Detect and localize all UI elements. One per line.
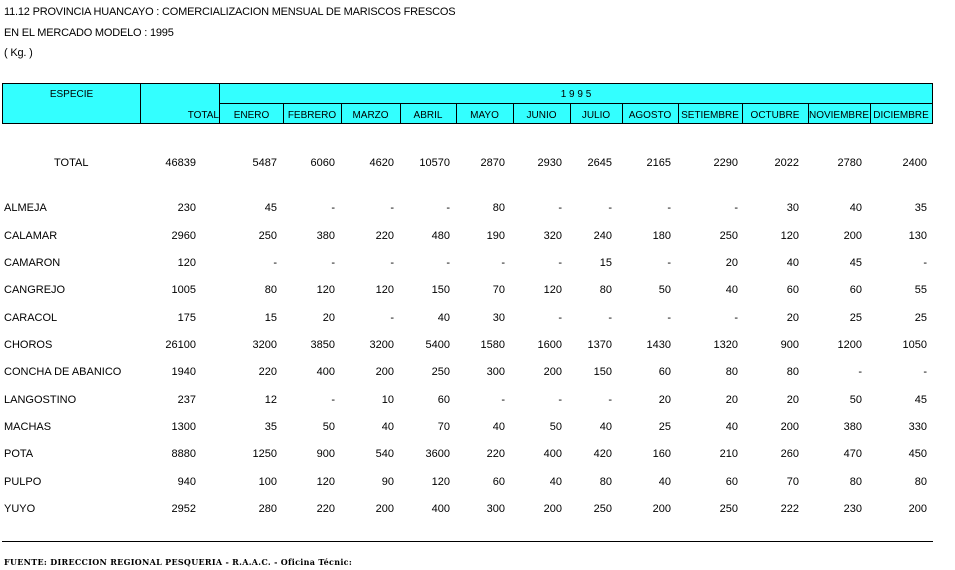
row-value: 20 [658,394,671,406]
row-value: 2290 [713,157,738,169]
row-name: YUYO [4,503,36,515]
row-value: 80 [725,366,738,378]
row-value: 2952 [171,503,196,515]
row-value: 50 [549,421,562,433]
row-name: PULPO [4,476,42,488]
row-value: 230 [843,503,862,515]
row-value: 900 [780,339,799,351]
row-value: 80 [492,202,505,214]
header-month-setiembre: SETIEMBRE [681,110,739,121]
row-value: 80 [914,476,927,488]
row-value: 5487 [252,157,277,169]
row-value: 46839 [165,157,196,169]
row-value: 200 [780,421,799,433]
table-row [0,230,955,244]
row-value: 150 [431,284,450,296]
row-value: 200 [543,503,562,515]
table-row [0,284,955,298]
row-value: 70 [437,421,450,433]
row-name: CHOROS [4,339,53,351]
row-value: 420 [593,448,612,460]
row-value: 2960 [171,230,196,242]
page-title: 11.12 PROVINCIA HUANCAYO : COMERCIALIZACION MENSUAL DE MARISCOS FRESCOS [4,6,456,18]
row-value: 15 [264,312,277,324]
row-value: 250 [719,230,738,242]
header-month-octubre: OCTUBRE [750,110,800,121]
row-value: 120 [780,230,799,242]
table-row [0,366,955,380]
row-value: 1940 [171,366,196,378]
row-value: 30 [786,202,799,214]
header-month-abril: ABRIL [413,110,443,121]
row-value: - [667,312,671,324]
row-value: 60 [849,284,862,296]
row-value: 120 [431,476,450,488]
row-value: - [446,257,450,269]
row-value: 1600 [537,339,562,351]
row-value: 180 [652,230,671,242]
row-value: 55 [914,284,927,296]
row-value: 2870 [480,157,505,169]
row-value: 400 [316,366,335,378]
row-value: 1300 [171,421,196,433]
row-value: 120 [316,476,335,488]
row-value: 40 [849,202,862,214]
table-row [0,394,955,408]
row-value: 120 [177,257,196,269]
row-value: - [667,202,671,214]
row-value: - [558,312,562,324]
row-value: 120 [543,284,562,296]
row-value: 100 [258,476,277,488]
row-value: 60 [492,476,505,488]
header-month-agosto: AGOSTO [628,110,672,121]
header-divider [219,103,932,104]
row-value: - [858,366,862,378]
row-value: 120 [375,284,394,296]
row-value: 220 [316,503,335,515]
table-row [0,202,955,216]
header-month-mayo: MAYO [470,110,499,121]
row-value: 1430 [646,339,671,351]
row-value: 1050 [902,339,927,351]
row-value: 1580 [480,339,505,351]
row-name: CARACOL [4,312,58,324]
table-row [0,476,955,490]
row-value: 50 [849,394,862,406]
row-value: 175 [177,312,196,324]
row-value: 40 [437,312,450,324]
row-value: 1320 [713,339,738,351]
row-value: 60 [658,366,671,378]
header-especie: ESPECIE [49,89,94,100]
row-value: 20 [725,257,738,269]
row-value: 1005 [171,284,196,296]
row-value: 230 [177,202,196,214]
row-value: 200 [375,366,394,378]
row-value: - [608,202,612,214]
row-value: 5400 [425,339,450,351]
row-value: 200 [908,503,927,515]
table-row [0,312,955,326]
row-value: 300 [486,503,505,515]
header-month-febrero: FEBRERO [287,110,337,121]
row-value: - [390,257,394,269]
row-value: 220 [375,230,394,242]
row-value: 940 [177,476,196,488]
source-note: FUENTE: DIRECCION REGIONAL PESQUERIA - R.A.A.C. - Oficina Técnic: [4,557,353,567]
row-value: - [273,257,277,269]
table-row [0,421,955,435]
row-name: POTA [4,448,34,460]
row-value: 130 [908,230,927,242]
header-month-junio: JUNIO [526,110,557,121]
row-value: 90 [381,476,394,488]
row-value: 450 [908,448,927,460]
row-value: - [734,312,738,324]
row-value: 50 [658,284,671,296]
row-value: - [558,202,562,214]
row-name: CALAMAR [4,230,58,242]
row-value: 40 [658,476,671,488]
row-value: 1250 [252,448,277,460]
row-value: 35 [264,421,277,433]
row-value: 3200 [369,339,394,351]
row-value: 200 [543,366,562,378]
row-value: 8880 [171,448,196,460]
row-value: - [446,202,450,214]
row-name: LANGOSTINO [4,394,77,406]
row-value: - [501,257,505,269]
row-value: 210 [719,448,738,460]
row-value: 120 [316,284,335,296]
row-value: 280 [258,503,277,515]
row-value: 2930 [537,157,562,169]
row-value: 10570 [419,157,450,169]
row-value: 2022 [774,157,799,169]
row-value: 3850 [310,339,335,351]
row-value: - [331,202,335,214]
row-value: 40 [725,284,738,296]
row-name: CANGREJO [4,284,66,296]
row-value: - [667,257,671,269]
row-value: - [390,202,394,214]
page-subtitle: EN EL MERCADO MODELO : 1995 [4,27,174,39]
row-value: 12 [264,394,277,406]
row-value: 2165 [646,157,671,169]
unit-label: ( Kg. ) [4,47,33,59]
row-value: 6060 [310,157,335,169]
table-row [0,157,955,171]
row-value: - [734,202,738,214]
row-value: 60 [725,476,738,488]
row-value: 40 [381,421,394,433]
row-value: 250 [258,230,277,242]
header-month-enero: ENERO [233,110,270,121]
table-row [0,503,955,517]
header-year: 1 9 9 5 [560,89,592,100]
row-value: 540 [375,448,394,460]
row-value: 20 [786,394,799,406]
table-row [0,448,955,462]
row-value: 40 [599,421,612,433]
row-value: 70 [492,284,505,296]
table-row [0,339,955,353]
row-value: 45 [849,257,862,269]
row-value: 200 [843,230,862,242]
row-value: 60 [786,284,799,296]
row-value: 30 [492,312,505,324]
row-value: - [558,257,562,269]
row-value: - [923,366,927,378]
row-value: 380 [843,421,862,433]
row-value: 222 [780,503,799,515]
footer-divider [2,541,933,542]
row-value: 320 [543,230,562,242]
row-value: 2780 [837,157,862,169]
row-value: 237 [177,394,196,406]
row-value: 240 [593,230,612,242]
row-value: 330 [908,421,927,433]
row-value: 250 [719,503,738,515]
header-divider [140,84,141,123]
row-value: 25 [658,421,671,433]
row-value: 260 [780,448,799,460]
row-value: 160 [652,448,671,460]
header-month-diciembre: DICIEMBRE [873,110,929,121]
row-value: 26100 [165,339,196,351]
row-value: 220 [486,448,505,460]
row-value: 45 [264,202,277,214]
row-value: - [501,394,505,406]
row-value: 380 [316,230,335,242]
table-row [0,257,955,271]
row-value: 150 [593,366,612,378]
row-value: 300 [486,366,505,378]
row-value: 470 [843,448,862,460]
row-value: 80 [849,476,862,488]
row-value: 60 [437,394,450,406]
row-value: 900 [316,448,335,460]
row-name: ALMEJA [4,202,47,214]
row-value: 400 [543,448,562,460]
row-value: 25 [849,312,862,324]
row-value: 190 [486,230,505,242]
row-name: MACHAS [4,421,52,433]
table-header [2,83,933,124]
row-value: 20 [725,394,738,406]
row-value: 10 [381,394,394,406]
row-value: 20 [322,312,335,324]
row-value: 20 [786,312,799,324]
row-value: - [331,394,335,406]
row-value: - [390,312,394,324]
header-total: TOTAL [187,110,219,121]
row-value: - [923,257,927,269]
row-value: 480 [431,230,450,242]
row-value: 80 [786,366,799,378]
row-value: 40 [492,421,505,433]
row-name: TOTAL [54,157,89,169]
row-value: 4620 [369,157,394,169]
row-value: 1200 [837,339,862,351]
row-value: 80 [264,284,277,296]
row-value: 40 [549,476,562,488]
row-value: 35 [914,202,927,214]
row-value: - [608,394,612,406]
row-value: 1370 [587,339,612,351]
row-value: - [331,257,335,269]
row-value: 15 [599,257,612,269]
row-value: 250 [431,366,450,378]
row-value: 40 [786,257,799,269]
row-value: 2400 [902,157,927,169]
row-value: 3600 [425,448,450,460]
row-value: 50 [322,421,335,433]
row-value: 2645 [587,157,612,169]
header-month-julio: JULIO [581,110,611,121]
row-name: CAMARON [4,257,61,269]
row-value: 3200 [252,339,277,351]
row-value: 25 [914,312,927,324]
row-name: CONCHA DE ABANICO [4,366,122,378]
row-value: 250 [593,503,612,515]
row-value: 70 [786,476,799,488]
row-value: 80 [599,284,612,296]
row-value: 220 [258,366,277,378]
header-month-marzo: MARZO [352,110,389,121]
row-value: 45 [914,394,927,406]
header-month-noviembre: NOVIEMBRE [808,110,869,121]
row-value: 200 [652,503,671,515]
row-value: 200 [375,503,394,515]
row-value: 80 [599,476,612,488]
row-value: - [608,312,612,324]
row-value: - [558,394,562,406]
row-value: 400 [431,503,450,515]
row-value: 40 [725,421,738,433]
